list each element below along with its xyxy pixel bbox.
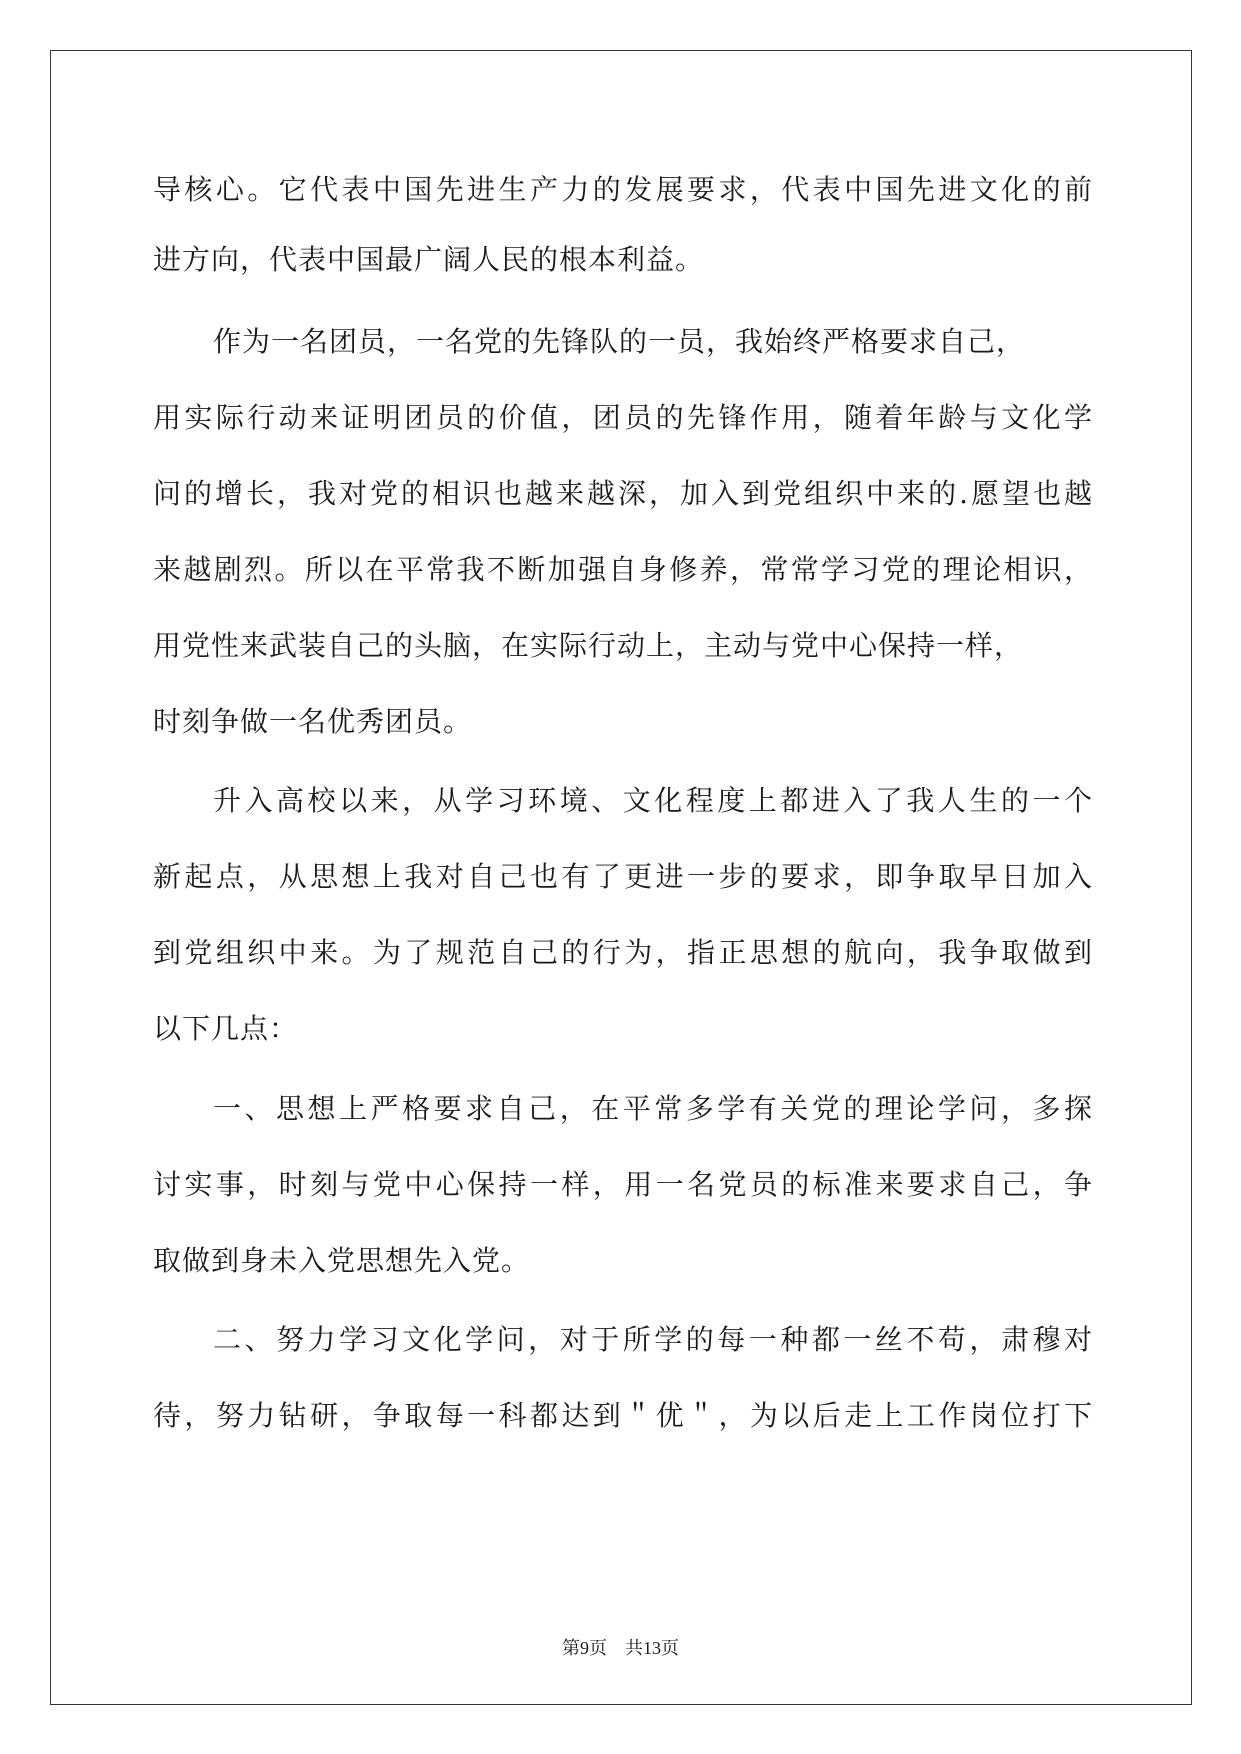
text-line: 讨实事，时刻与党中心保持一样，用一名党员的标准来要求自己，争 bbox=[153, 1168, 1093, 1201]
text-line: 进方向，代表中国最广阔人民的根本利益。 bbox=[153, 243, 705, 276]
text-line: 到党组织中来。为了规范自己的行为，指正思想的航向，我争取做到 bbox=[153, 936, 1093, 969]
text-line: 用党性来武装自己的头脑，在实际行动上，主动与党中心保持一样， bbox=[153, 629, 1024, 662]
text-line: 以下几点： bbox=[153, 1012, 299, 1045]
text-line: 作为一名团员，一名党的先锋队的一员，我始终严格要求自己， bbox=[213, 325, 1026, 358]
text-line: 升入高校以来，从学习环境、文化程度上都进入了我人生的一个 bbox=[213, 784, 1093, 817]
text-line: 一、思想上严格要求自己，在平常多学有关党的理论学问，多探 bbox=[213, 1092, 1093, 1125]
text-line: 取做到身未入党思想先入党。 bbox=[153, 1244, 531, 1277]
page-number-footer: 第9页 共13页 bbox=[562, 1638, 679, 1658]
text-line: 问的增长，我对党的相识也越来越深，加入到党组织中来的.愿望也越 bbox=[153, 477, 1093, 510]
text-line: 用实际行动来证明团员的价值，团员的先锋作用，随着年龄与文化学 bbox=[153, 401, 1093, 434]
text-line: 时刻争做一名优秀团员。 bbox=[153, 705, 473, 738]
text-line: 来越剧烈。所以在平常我不断加强自身修养，常常学习党的理论相识， bbox=[153, 553, 1093, 586]
text-line: 待，努力钻研，争取每一科都达到＂优＂，为以后走上工作岗位打下 bbox=[153, 1399, 1093, 1432]
text-line: 导核心。它代表中国先进生产力的发展要求，代表中国先进文化的前 bbox=[153, 173, 1093, 206]
text-line: 二、努力学习文化学问，对于所学的每一种都一丝不苟，肃穆对 bbox=[213, 1323, 1093, 1356]
text-line: 新起点，从思想上我对自己也有了更进一步的要求，即争取早日加入 bbox=[153, 860, 1093, 893]
